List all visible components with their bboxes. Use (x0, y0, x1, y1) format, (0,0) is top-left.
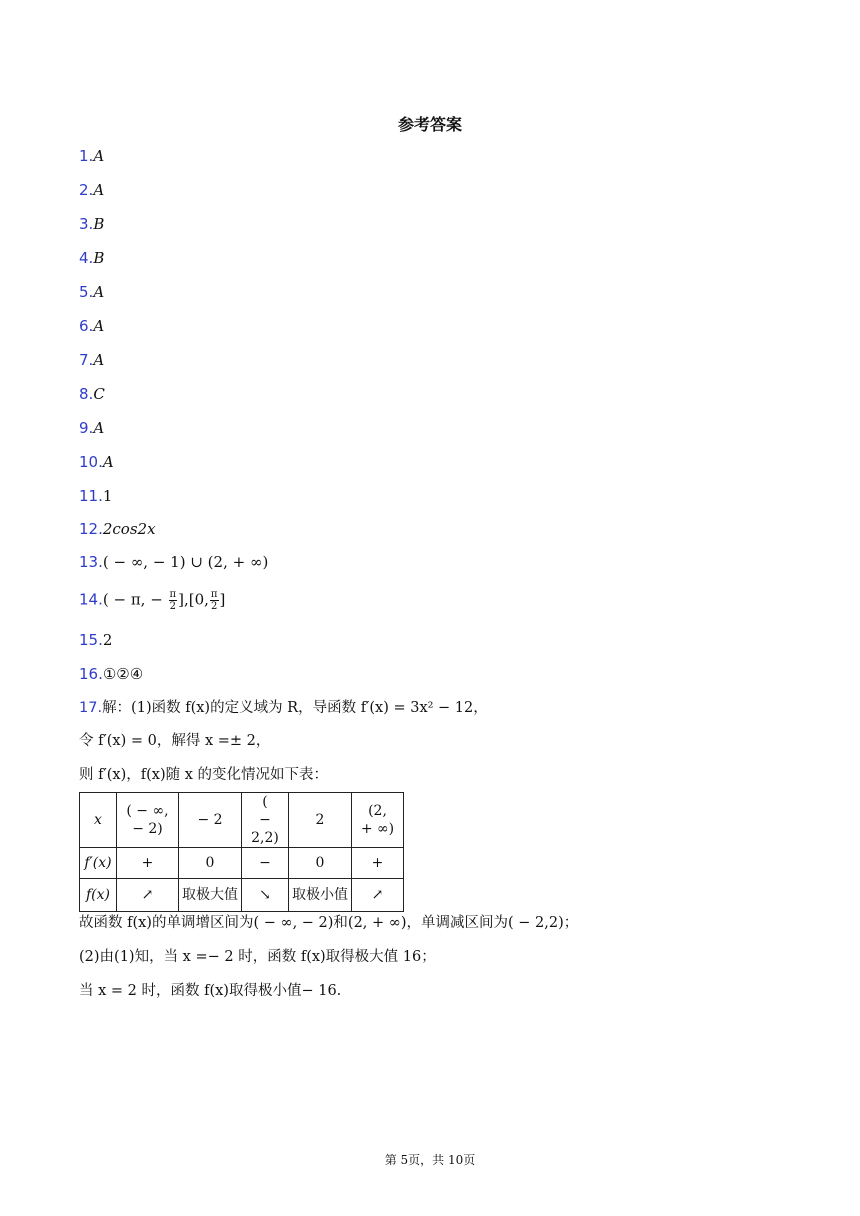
table-cell: f′(x) (80, 848, 117, 879)
answer-text: A (93, 181, 105, 199)
answer-number: 2. (79, 181, 94, 199)
answer-10 (79, 452, 114, 472)
answer-text: A (102, 453, 114, 471)
answer-2 (79, 180, 104, 200)
answer-text: A (93, 283, 105, 301)
answer-text: A (93, 419, 105, 437)
answer-text: A (93, 147, 105, 165)
q17-text: 解：(1)函数 f(x)的定义域为 R，导函数 f′(x) = 3x² − 12， (102, 700, 488, 716)
fraction-denominator: 2 (169, 601, 177, 612)
answer-5 (79, 282, 104, 302)
answer-text-pre: ( − π, − (102, 590, 168, 609)
answer-number: 14. (79, 590, 103, 609)
table-cell: + (352, 848, 404, 879)
table-cell: 取极小值 (289, 879, 352, 912)
answer-4 (79, 248, 104, 268)
fraction (169, 589, 178, 612)
answer-number: 1. (79, 147, 94, 165)
answer-text: ①②④ (102, 665, 144, 683)
answer-text: 2cos2x (102, 520, 156, 538)
table-cell: + (117, 848, 179, 879)
page-footer: 第 5页，共 10页 (384, 1153, 476, 1167)
variation-table (79, 792, 404, 912)
answer-number: 9. (79, 419, 94, 437)
answer-8 (79, 384, 105, 404)
answer-number: 8. (79, 385, 94, 403)
answer-number: 4. (79, 249, 94, 267)
answer-7 (79, 350, 104, 370)
table-cell: ↘ (242, 879, 289, 912)
table-cell: ↗ (117, 879, 179, 912)
page-title: 参考答案 (397, 115, 462, 134)
answer-text: A (93, 351, 105, 369)
table-cell: 0 (179, 848, 242, 879)
answer-text: 1 (102, 487, 113, 505)
table-cell: 0 (289, 848, 352, 879)
table-row (80, 879, 404, 912)
q17-line5: (2)由(1)知，当 x =− 2 时，函数 f(x)取得极大值 16； (79, 949, 436, 965)
q17-line6: 当 x = 2 时，函数 f(x)取得极小值− 16. (79, 983, 342, 999)
table-cell: (2, + ∞) (352, 793, 404, 848)
answer-14 (79, 589, 225, 612)
answer-16 (79, 664, 143, 684)
answer-number: 5. (79, 283, 94, 301)
answer-number: 6. (79, 317, 94, 335)
answer-9 (79, 418, 104, 438)
q17-line4: 故函数 f(x)的单调增区间为( − ∞, − 2)和(2, + ∞)，单调减区间为( − 2,2)； (79, 915, 579, 931)
table-cell: ( − ∞, − 2) (117, 793, 179, 848)
answer-number: 16. (79, 665, 103, 683)
table-cell: − (242, 848, 289, 879)
answer-text: B (93, 215, 105, 233)
answer-1 (79, 146, 104, 166)
answer-text: ( − ∞, − 1) ∪ (2, + ∞) (102, 553, 269, 571)
table-cell: − 2 (179, 793, 242, 848)
answer-number: 11. (79, 487, 103, 505)
table-row (80, 848, 404, 879)
answer-11 (79, 486, 112, 506)
table-cell: 取极大值 (179, 879, 242, 912)
table-row (80, 793, 404, 848)
fraction-numerator: π (169, 589, 177, 600)
fraction (210, 589, 219, 612)
table-cell: ↗ (352, 879, 404, 912)
answer-text: C (93, 385, 105, 403)
table-cell: f(x) (80, 879, 117, 912)
answer-number: 13. (79, 553, 103, 571)
answer-13 (79, 552, 268, 572)
fraction-numerator: π (210, 589, 218, 600)
table-cell: ( − 2,2) (242, 793, 289, 848)
answer-text-mid: ],[0, (178, 590, 209, 609)
q17-line2: 令 f′(x) = 0，解得 x =± 2， (79, 733, 271, 749)
answer-3 (79, 214, 104, 234)
answer-12 (79, 519, 156, 539)
table-cell: x (80, 793, 117, 848)
q17-line1 (79, 698, 488, 718)
fraction-denominator: 2 (211, 601, 218, 612)
answer-number: 10. (79, 453, 103, 471)
answer-number: 3. (79, 215, 94, 233)
answer-15 (79, 630, 112, 650)
answer-text: 2 (102, 631, 113, 649)
answer-text: B (93, 249, 105, 267)
table-cell: 2 (289, 793, 352, 848)
answer-text: A (93, 317, 105, 335)
answer-number: 15. (79, 631, 103, 649)
answer-number: 17. (79, 700, 103, 716)
answer-number: 12. (79, 520, 103, 538)
q17-line3: 则 f′(x)，f(x)随 x 的变化情况如下表： (79, 767, 329, 783)
answer-text-post: ] (219, 590, 226, 609)
answer-6 (79, 316, 104, 336)
answer-number: 7. (79, 351, 94, 369)
